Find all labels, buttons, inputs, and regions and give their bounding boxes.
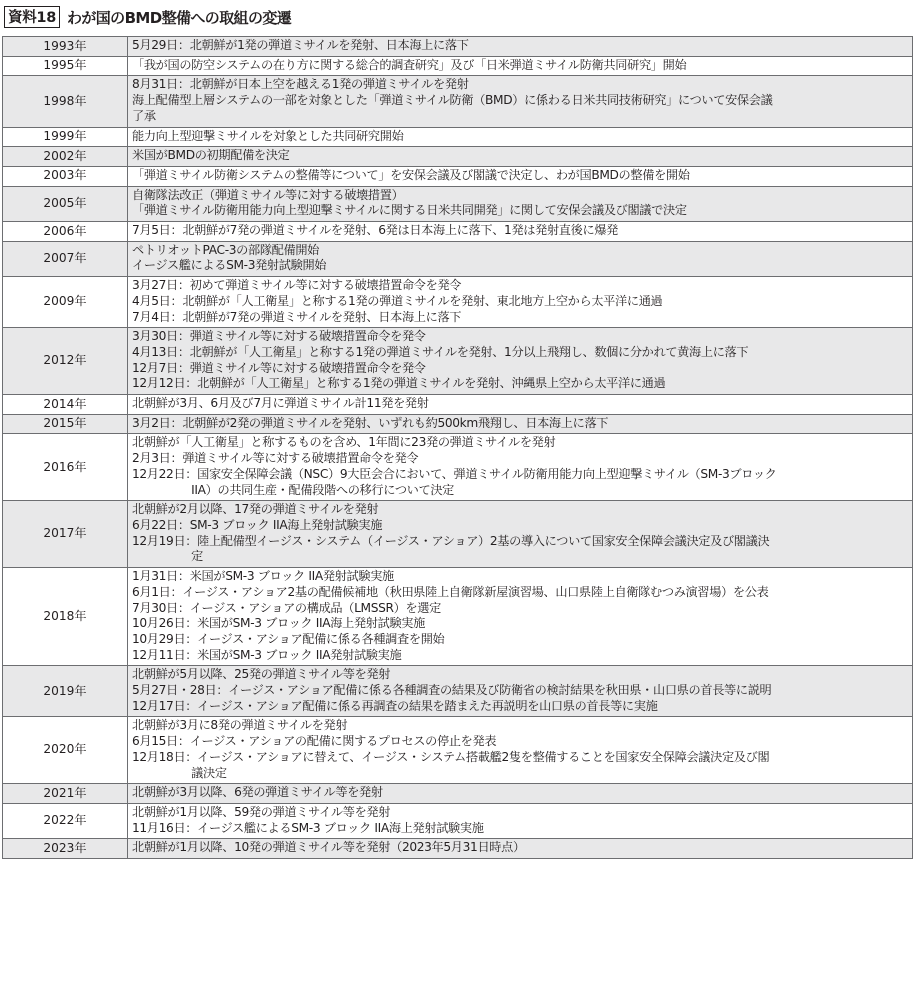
event-line: 「我が国の防空システムの在り方に関する総合的調査研究」及び「日米弾道ミサイル防衛共同研究」開始 [132, 57, 687, 72]
event-line: 12月12日：北朝鮮が「人工衛星」と称する1発の弾道ミサイルを発射、沖縄県上空から太平洋に通過 [132, 376, 666, 391]
year-cell: 2012年 [3, 328, 128, 395]
events-cell [128, 501, 913, 568]
material-label: 資料18 [4, 6, 60, 28]
table-row [3, 501, 913, 568]
event-line: 3月27日：初めて弾道ミサイル等に対する破壊措置命令を発令 [132, 278, 462, 293]
year-cell: 2007年 [3, 241, 128, 276]
event-line: 12月18日：イージス・アショアに替えて、イージス・システム搭載艦2隻を整備することを国家安全保障会議決定及び閣 [132, 749, 770, 764]
events-cell [128, 56, 913, 76]
event-line: 6月1日：イージス・アショア2基の配備候補地（秋田県陸上自衛隊新屋演習場、山口県陸上自衛隊むつみ演習場）を公表 [132, 584, 769, 599]
year-cell: 2022年 [3, 803, 128, 838]
event-line: 4月13日：北朝鮮が「人工衛星」と称する1発の弾道ミサイルを発射、1分以上飛翔し、数個に分かれて黄海上に落下 [132, 344, 749, 359]
events-cell [128, 434, 913, 501]
events-cell [128, 127, 913, 147]
table-row [3, 803, 913, 838]
events-cell [128, 241, 913, 276]
document-header [4, 5, 291, 29]
events-cell [128, 414, 913, 434]
event-line: イージス艦によるSM-3発射試験開始 [132, 258, 327, 273]
year-cell: 2018年 [3, 568, 128, 666]
year-cell: 2015年 [3, 414, 128, 434]
event-line: 2月3日：弾道ミサイル等に対する破壊措置命令を発令 [132, 451, 419, 466]
year-cell: 2009年 [3, 277, 128, 328]
event-line: 12月17日：イージス・アショア配備に係る再調査の結果を踏まえた再説明を山口県の首長等に実施 [132, 698, 658, 713]
events-cell [128, 395, 913, 415]
events-cell [128, 277, 913, 328]
year-cell: 2006年 [3, 222, 128, 242]
table-row [3, 241, 913, 276]
event-line: 北朝鮮が2月以降、17発の弾道ミサイルを発射 [132, 502, 379, 517]
year-cell: 2021年 [3, 784, 128, 804]
event-line: 3月2日：北朝鮮が2発の弾道ミサイルを発射、いずれも約500km飛翔し、日本海上に落下 [132, 415, 609, 430]
event-line: 了承 [132, 108, 156, 123]
table-row [3, 222, 913, 242]
event-line: 4月5日：北朝鮮が「人工衛星」と称する1発の弾道ミサイルを発射、東北地方上空から太平洋に通過 [132, 293, 663, 308]
event-line: ペトリオットPAC-3の部隊配備開始 [132, 242, 320, 257]
table-row [3, 568, 913, 666]
bmd-history-table [2, 36, 913, 859]
event-line: 北朝鮮が1月以降、10発の弾道ミサイル等を発射（2023年5月31日時点） [132, 840, 525, 855]
year-cell: 1999年 [3, 127, 128, 147]
table-row [3, 717, 913, 784]
events-cell [128, 147, 913, 167]
event-line: 議決定 [132, 765, 227, 780]
events-cell [128, 328, 913, 395]
table-row [3, 166, 913, 186]
event-line: 1月31日：米国がSM-3 ブロック IIA発射試験実施 [132, 569, 394, 584]
document-title: わが国のBMD整備への取組の変遷 [66, 8, 292, 27]
event-line: 定 [132, 549, 204, 564]
table-row [3, 839, 913, 859]
event-line: 7月5日：北朝鮮が7発の弾道ミサイルを発射、6発は日本海上に落下、1発は発射直後に爆発 [132, 223, 618, 238]
year-cell: 2014年 [3, 395, 128, 415]
table-row [3, 414, 913, 434]
year-cell: 1993年 [3, 37, 128, 57]
events-cell [128, 717, 913, 784]
event-line: 北朝鮮が3月、6月及び7月に弾道ミサイル計11発を発射 [132, 396, 429, 411]
event-line: 5月29日：北朝鮮が1発の弾道ミサイルを発射、日本海上に落下 [132, 38, 469, 52]
table-row [3, 277, 913, 328]
event-line: 自衛隊法改正（弾道ミサイル等に対する破壊措置） [132, 187, 404, 202]
table-row [3, 76, 913, 127]
event-line: 6月22日：SM-3 ブロック IIA海上発射試験実施 [132, 517, 383, 532]
table-row [3, 56, 913, 76]
events-cell [128, 222, 913, 242]
event-line: 米国がBMDの初期配備を決定 [132, 148, 290, 163]
table-row [3, 127, 913, 147]
events-cell [128, 37, 913, 57]
event-line: 10月29日：イージス・アショア配備に係る各種調査を開始 [132, 631, 445, 646]
events-cell [128, 803, 913, 838]
table-row [3, 186, 913, 221]
event-line: 北朝鮮が3月に8発の弾道ミサイルを発射 [132, 718, 348, 733]
event-line: 12月7日：弾道ミサイル等に対する破壊措置命令を発令 [132, 360, 426, 375]
event-line: 北朝鮮が1月以降、59発の弾道ミサイル等を発射 [132, 804, 391, 819]
events-cell [128, 186, 913, 221]
event-line: 北朝鮮が5月以降、25発の弾道ミサイル等を発射 [132, 667, 391, 682]
event-line: 7月4日：北朝鮮が7発の弾道ミサイルを発射、日本海上に落下 [132, 309, 462, 324]
year-cell: 1998年 [3, 76, 128, 127]
events-cell [128, 568, 913, 666]
event-line: 北朝鮮が3月以降、6発の弾道ミサイル等を発射 [132, 785, 383, 800]
event-line: 「弾道ミサイル防衛用能力向上型迎撃ミサイルに関する日米共同開発」に関して安保会議及び閣議で決定 [132, 203, 687, 218]
year-cell: 2019年 [3, 666, 128, 717]
table-row [3, 395, 913, 415]
year-cell: 2005年 [3, 186, 128, 221]
year-cell: 2003年 [3, 166, 128, 186]
events-cell [128, 784, 913, 804]
event-line: 10月26日：米国がSM-3 ブロック IIA海上発射試験実施 [132, 616, 425, 631]
event-line: 12月22日：国家安全保障会議（NSC）9大臣会合において、弾道ミサイル防衛用能力向上型迎撃ミサイル（SM-3ブロック [132, 466, 777, 481]
table-row [3, 784, 913, 804]
event-line: 海上配備型上層システムの一部を対象とした「弾道ミサイル防衛（BMD）に係わる日米共同技術研究」について安保会議 [132, 93, 773, 108]
year-cell: 2002年 [3, 147, 128, 167]
event-line: 「弾道ミサイル防衛システムの整備等について」を安保会議及び閣議で決定し、わが国BMDの整備を開始 [132, 167, 690, 182]
event-line: 3月30日：弾道ミサイル等に対する破壊措置命令を発令 [132, 329, 426, 344]
events-cell [128, 166, 913, 186]
event-line: 8月31日：北朝鮮が日本上空を越える1発の弾道ミサイルを発射 [132, 77, 469, 92]
event-line: 11月16日：イージス艦によるSM-3 ブロック IIA海上発射試験実施 [132, 820, 484, 835]
year-cell: 2017年 [3, 501, 128, 568]
events-cell [128, 839, 913, 859]
table-body [3, 37, 913, 859]
event-line: 能力向上型迎撃ミサイルを対象とした共同研究開始 [132, 128, 404, 143]
event-line: 北朝鮮が「人工衛星」と称するものを含め、1年間に23発の弾道ミサイルを発射 [132, 435, 556, 450]
event-line: 5月27日・28日：イージス・アショア配備に係る各種調査の結果及び防衛省の検討結果を秋田県・山口県の首長等に説明 [132, 683, 772, 698]
event-line: 7月30日：イージス・アショアの構成品（LMSSR）を選定 [132, 600, 441, 615]
year-cell: 2023年 [3, 839, 128, 859]
table-row [3, 328, 913, 395]
year-cell: 2020年 [3, 717, 128, 784]
event-line: 12月19日：陸上配備型イージス・システム（イージス・アショア）2基の導入について国家安全保障会議決定及び閣議決 [132, 533, 770, 548]
events-cell [128, 666, 913, 717]
event-line: IIA）の共同生産・配備段階への移行について決定 [132, 482, 455, 497]
table-row [3, 37, 913, 57]
table-row [3, 434, 913, 501]
event-line: 12月11日：米国がSM-3 ブロック IIA発射試験実施 [132, 647, 402, 662]
year-cell: 2016年 [3, 434, 128, 501]
events-cell [128, 76, 913, 127]
year-cell: 1995年 [3, 56, 128, 76]
table-row [3, 666, 913, 717]
table-row [3, 147, 913, 167]
event-line: 6月15日：イージス・アショアの配備に関するプロセスの停止を発表 [132, 734, 497, 749]
